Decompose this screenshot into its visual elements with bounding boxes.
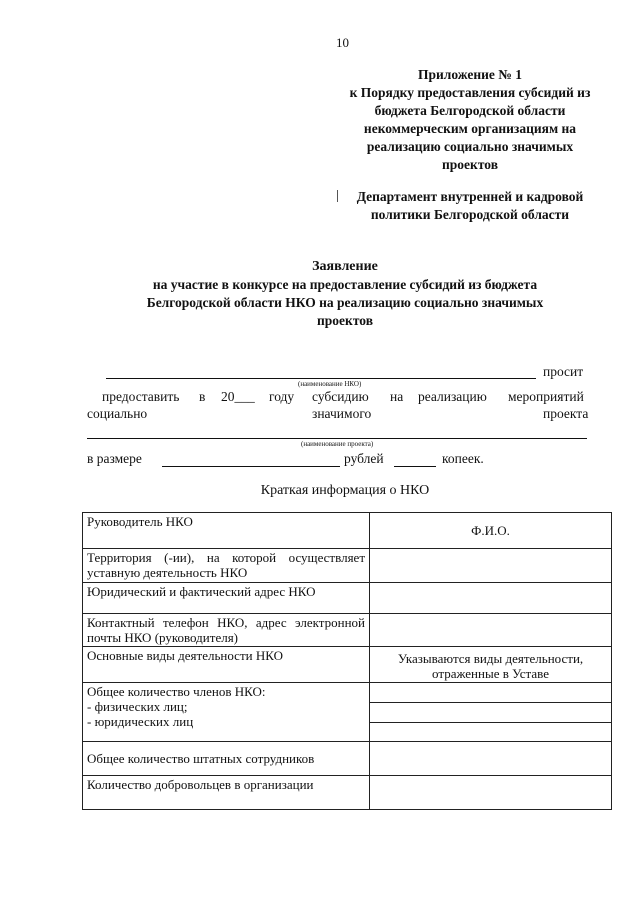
row-label: Общее количество штатных сотрудников [83,742,370,776]
table-row [83,614,612,647]
row-label-line: - юридических лиц [87,714,194,729]
page-number: 10 [336,35,349,50]
application-title: Заявление [312,259,378,274]
row-label: Контактный телефон НКО, адрес электронной почты НКО (руководителя) [83,614,370,647]
requests-word: просит [543,364,584,379]
table-row [83,549,612,583]
members-individuals-field[interactable] [370,702,611,722]
application-subtitle-line: проектов [317,313,373,328]
nko-name-caption: (наименование НКО) [298,380,362,388]
form-word: в [199,389,206,404]
project-name-caption: (наименование проекта) [301,440,374,448]
appendix-line: проектов [442,157,498,172]
table-row [83,583,612,614]
row-value-field[interactable] [370,776,612,810]
row-label: Руководитель НКО [83,513,370,549]
row-label: Юридический и фактический адрес НКО [83,583,370,614]
row-value-note: Указываются виды деятельности, отраженные в Уставе [370,647,612,683]
form-word: проекта [543,406,589,421]
form-word: социально [87,406,148,421]
row-value-field[interactable] [370,742,612,776]
row-label: Основные виды деятельности НКО [83,647,370,683]
summary-title: Краткая информация о НКО [260,483,430,498]
table-row [83,742,612,776]
department-line: политики Белгородской области [370,207,570,222]
row-value-field[interactable] [370,614,612,647]
form-word: субсидию [312,389,369,404]
application-subtitle-line: на участие в конкурсе на предоставление субсидий из бюджета [152,277,538,292]
kopecks-label: копеек. [442,451,484,466]
members-label [83,683,370,742]
appendix-line: реализацию социально значимых [366,139,574,154]
form-word: на [390,389,404,404]
form-word: мероприятий [508,389,584,404]
nko-name-blank[interactable] [106,378,536,379]
appendix-line: некоммерческим организациям на [363,121,577,136]
members-values [370,683,612,742]
members-total-field[interactable] [370,683,611,702]
nko-info-table [82,512,612,810]
appendix-line: Приложение № 1 [418,67,522,82]
department-line: Департамент внутренней и кадровой [356,189,584,204]
row-label: Территория (-ии), на которой осуществляет уставную деятельность НКО [83,549,370,583]
form-word: предоставить [102,389,180,404]
row-value-field[interactable] [370,583,612,614]
table-row [83,683,612,742]
amount-label: в размере [87,451,142,466]
rubles-blank[interactable] [162,466,340,467]
application-heading [80,258,610,330]
rubles-label: рублей [344,451,384,466]
table-row [83,776,612,810]
appendix-line: бюджета Белгородской области [374,103,566,118]
form-word: году [269,389,295,404]
form-word: значимого [312,406,372,421]
members-legal-field[interactable] [370,722,611,741]
table-row [83,513,612,549]
row-value-header: Ф.И.О. [370,513,612,549]
department-addressee [330,188,610,224]
application-subtitle-line: Белгородской области НКО на реализацию социально значимых [146,295,544,310]
row-label: Количество добровольцев в организации [83,776,370,810]
row-label-line: Общее количество членов НКО: [87,684,266,699]
row-label-line: - физических лиц; [87,699,188,714]
appendix-line: к Порядку предоставления субсидий из [349,85,591,100]
row-value-field[interactable] [370,549,612,583]
form-word: реализацию [418,389,487,404]
table-row [83,647,612,683]
appendix-header [330,66,610,174]
kopecks-blank[interactable] [394,466,436,467]
project-name-blank[interactable] [87,438,587,439]
year-blank[interactable]: 20___ [221,389,255,404]
